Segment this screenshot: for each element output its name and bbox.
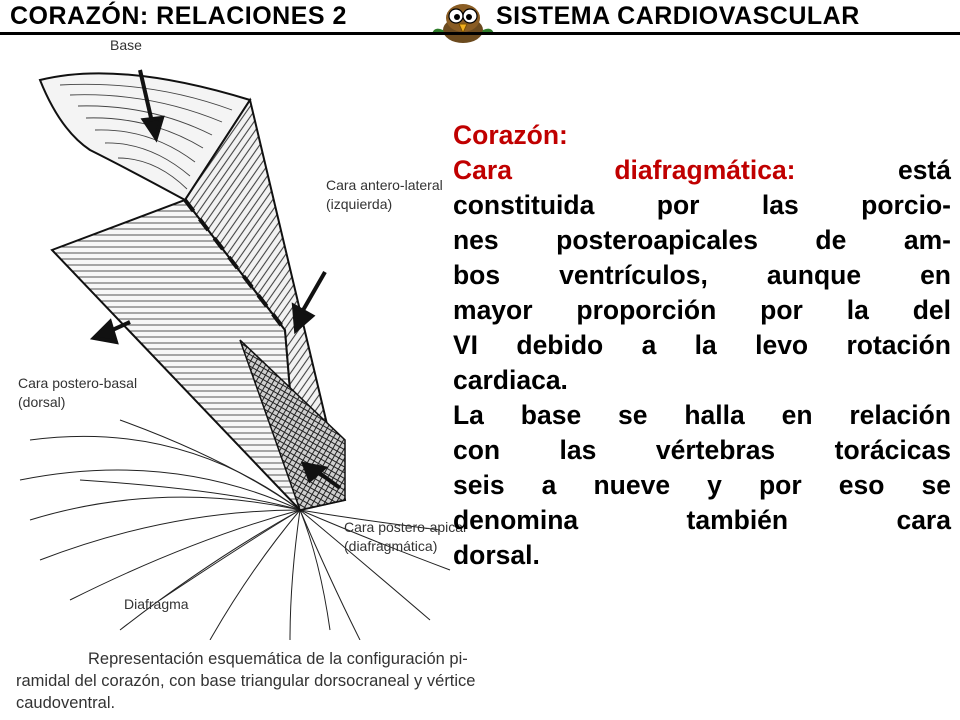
slide-body-text [453, 118, 951, 573]
label-postero-apical [344, 518, 466, 556]
label-postero-apical-line1: Cara postero-apical [344, 519, 467, 535]
body-p2-line-2: con las vértebras torácicas [453, 435, 951, 465]
body-p2-line-3: seis a nueve y por eso se [453, 470, 951, 500]
slide-title-right: SISTEMA CARDIOVASCULAR [496, 2, 860, 30]
body-line-5: mayor proporción por la del [453, 295, 951, 325]
title-underline [0, 32, 960, 35]
body-line-3: nes posteroapicales de am- [453, 225, 951, 255]
label-diafragma: Diafragma [124, 596, 189, 612]
body-line-2: constituida por las porcio- [453, 190, 951, 220]
caption-line-3: caudoventral. [16, 694, 116, 712]
slide-title-left: CORAZÓN: RELACIONES 2 [10, 2, 347, 30]
body-heading: Corazón: [453, 120, 568, 150]
body-p2-line-5: dorsal. [453, 540, 540, 570]
body-line-6: VI debido a la levo rotación [453, 330, 951, 360]
label-antero-lateral-line1: Cara antero-lateral [326, 177, 443, 193]
title-bar [0, 0, 960, 36]
caption-line-1: Representación esquemática de la configuración pi- [88, 650, 468, 668]
caption-line-2: ramidal del corazón, con base triangular dorsocraneal y vértice [16, 672, 476, 690]
body-line-7: cardiaca. [453, 365, 568, 395]
figure-caption [16, 648, 506, 714]
body-term: Cara diafragmática: [453, 155, 796, 185]
label-postero-basal-line2: (dorsal) [18, 394, 66, 410]
body-p2-line-1: La base se halla en relación [453, 400, 951, 430]
body-line-4: bos ventrículos, aunque en [453, 260, 951, 290]
label-base: Base [110, 37, 142, 53]
body-line-term [453, 153, 951, 188]
body-line-1: está [795, 155, 951, 185]
label-antero-lateral [326, 176, 443, 214]
label-postero-apical-line2: (diafragmática) [344, 538, 438, 554]
heart-pyramid-figure [0, 37, 520, 640]
owl-mascot-icon [428, 0, 498, 44]
label-antero-lateral-line2: (izquierda) [326, 196, 393, 212]
label-postero-basal [18, 374, 137, 412]
label-postero-basal-line1: Cara postero-basal [18, 375, 138, 391]
body-p2-line-4: denomina también cara [453, 505, 951, 535]
